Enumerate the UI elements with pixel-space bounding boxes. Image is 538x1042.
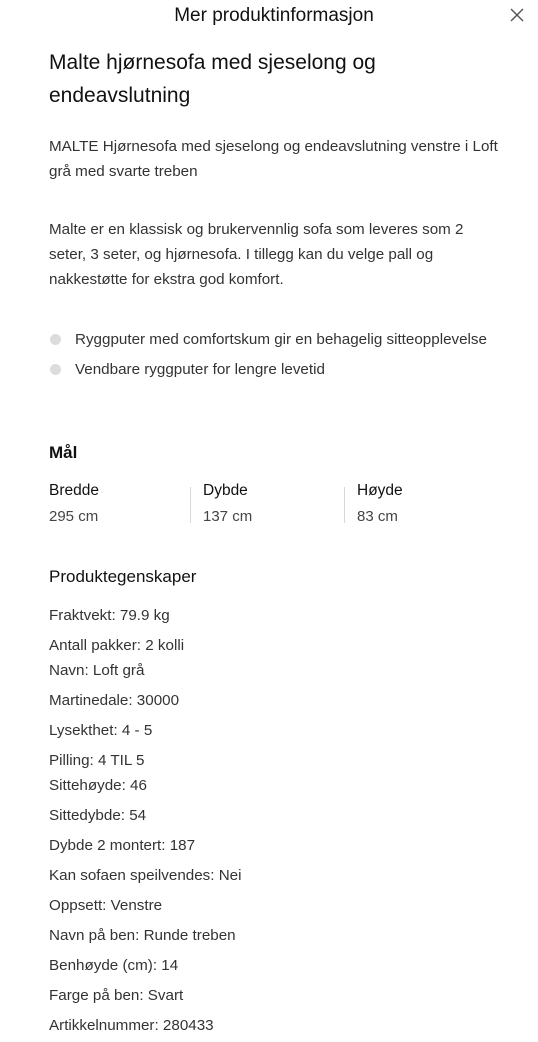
property-item: Sittehøyde: 46: [49, 777, 147, 794]
property-item: Navn: Loft grå: [49, 662, 145, 679]
property-item: Benhøyde (cm): 14: [49, 957, 179, 974]
dimension-height: [357, 481, 403, 525]
dimension-label: Høyde: [357, 482, 403, 499]
product-short-description: MALTE Hjørnesofa med sjeselong og endeavslutning venstre i Loft grå med svarte treben: [49, 138, 498, 180]
dimension-label: Bredde: [49, 482, 99, 499]
property-item: Fraktvekt: 79.9 kg: [49, 607, 170, 624]
property-item: Lysekthet: 4 - 5: [49, 722, 153, 739]
property-item: Farge på ben: Svart: [49, 987, 184, 1004]
feature-text: Ryggputer med comfortskum gir en behagelig sitteopplevelse: [75, 331, 487, 348]
dimensions-heading: Mål: [49, 443, 78, 462]
feature-item: [49, 327, 509, 352]
property-item: Artikkelnummer: 280433: [49, 1017, 214, 1034]
dimension-value: 83 cm: [357, 508, 398, 525]
close-button[interactable]: [506, 4, 528, 26]
property-item: Antall pakker: 2 kolli: [49, 637, 185, 654]
property-item: Sittedybde: 54: [49, 807, 147, 824]
feature-list: [49, 327, 509, 387]
modal-header: [0, 0, 538, 34]
feature-item: [49, 357, 509, 382]
dimension-divider: [190, 487, 191, 523]
dimension-value: 137 cm: [203, 508, 253, 525]
property-item: Martinedale: 30000: [49, 692, 180, 709]
dimension-label: Dybde: [203, 482, 248, 499]
property-item: Dybde 2 montert: 187: [49, 837, 196, 854]
property-item: Oppsett: Venstre: [49, 897, 163, 914]
close-icon: [506, 4, 528, 26]
property-item: Navn på ben: Runde treben: [49, 927, 236, 944]
dimension-value: 295 cm: [49, 508, 99, 525]
properties-heading: Produktegenskaper: [49, 567, 197, 586]
feature-text: Vendbare ryggputer for lengre levetid: [75, 361, 325, 378]
dimension-divider: [344, 487, 345, 523]
bullet-icon: [50, 364, 61, 375]
bullet-icon: [50, 334, 61, 345]
modal-title: Mer produktinformasjon: [174, 5, 374, 26]
dimension-width: [49, 481, 99, 525]
dimension-depth: [203, 481, 252, 525]
product-title: Malte hjørnesofa med sjeselong og endeavslutning: [49, 51, 376, 107]
product-long-description: Malte er en klassisk og brukervennlig sofa som leveres som 2 seter, 3 seter, og hjørnesofa. I tillegg kan du velge pall og nakkestøtte for ekstra god komfort.: [49, 221, 464, 288]
dimensions-table: [49, 481, 509, 525]
property-item: Pilling: 4 TIL 5: [49, 752, 145, 769]
property-item: Kan sofaen speilvendes: Nei: [49, 867, 242, 884]
